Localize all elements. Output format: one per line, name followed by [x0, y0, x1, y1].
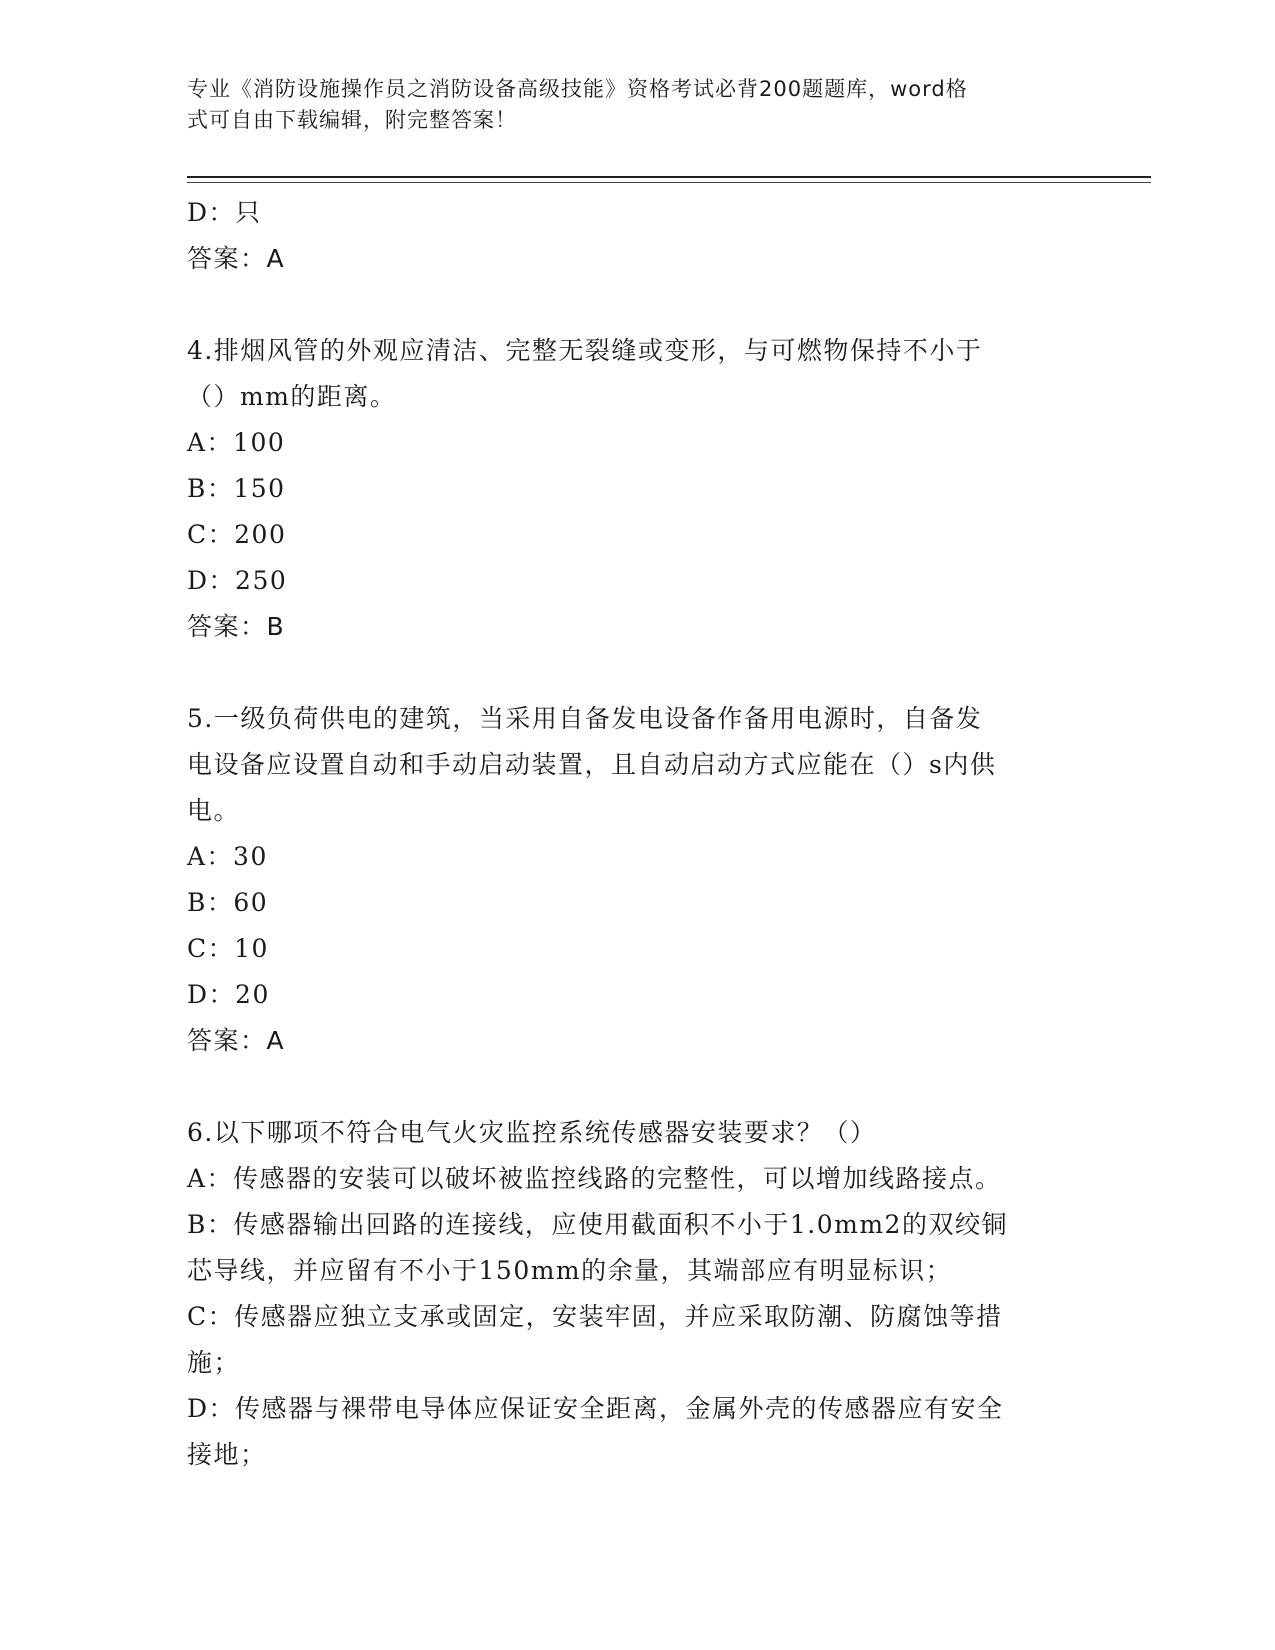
option-c: C：传感器应独立支承或固定，安装牢固，并应采取防潮、防腐蚀等措	[187, 1302, 1003, 1331]
option-c-continued: 施；	[187, 1348, 241, 1377]
question-text: 6.以下哪项不符合电气火灾监控系统传感器安装要求？（）	[187, 1118, 877, 1147]
header-line-1: 专业《消防设施操作员之消防设备高级技能》资格考试必背200题题库，word格	[187, 77, 968, 101]
question-text: 5.一级负荷供电的建筑，当采用自备发电设备作备用电源时，自备发	[187, 704, 983, 733]
option-a: A：100	[187, 428, 286, 457]
prev-option-d: D：只	[187, 198, 262, 227]
prev-answer: 答案：A	[187, 244, 286, 273]
option-d: D：20	[187, 980, 270, 1009]
question-6	[187, 1110, 1087, 1478]
answer: 答案：A	[187, 1026, 286, 1055]
option-c: C：10	[187, 934, 269, 963]
option-a: A：30	[187, 842, 268, 871]
option-c: C：200	[187, 520, 287, 549]
question-text: （）mm的距离。	[187, 382, 397, 411]
option-d: D：传感器与裸带电导体应保证安全距离，金属外壳的传感器应有安全	[187, 1394, 1004, 1423]
document-body	[187, 190, 1087, 1478]
header-rule-thin	[187, 182, 1151, 183]
option-b: B：60	[187, 888, 269, 917]
option-b-continued: 芯导线，并应留有不小于150mm的余量，其端部应有明显标识；	[187, 1256, 953, 1285]
option-a: A：传感器的安装可以破坏被监控线路的完整性，可以增加线路接点。	[187, 1164, 1002, 1193]
document-header	[187, 74, 1067, 136]
question-4	[187, 328, 1087, 650]
question-text: 电。	[187, 796, 241, 825]
question-5	[187, 696, 1087, 1064]
question-text: 电设备应设置自动和手动启动装置，且自动启动方式应能在（）s内供	[187, 750, 997, 779]
question-text: 4.排烟风管的外观应清洁、完整无裂缝或变形，与可燃物保持不小于	[187, 336, 983, 365]
header-rule-thick	[187, 176, 1151, 178]
option-b: B：传感器输出回路的连接线，应使用截面积不小于1.0mm2的双绞铜	[187, 1210, 1008, 1239]
answer: 答案：B	[187, 612, 286, 641]
option-b: B：150	[187, 474, 286, 503]
header-line-2: 式可自由下载编辑，附完整答案！	[187, 108, 517, 132]
option-d-continued: 接地；	[187, 1440, 267, 1469]
option-d: D：250	[187, 566, 288, 595]
